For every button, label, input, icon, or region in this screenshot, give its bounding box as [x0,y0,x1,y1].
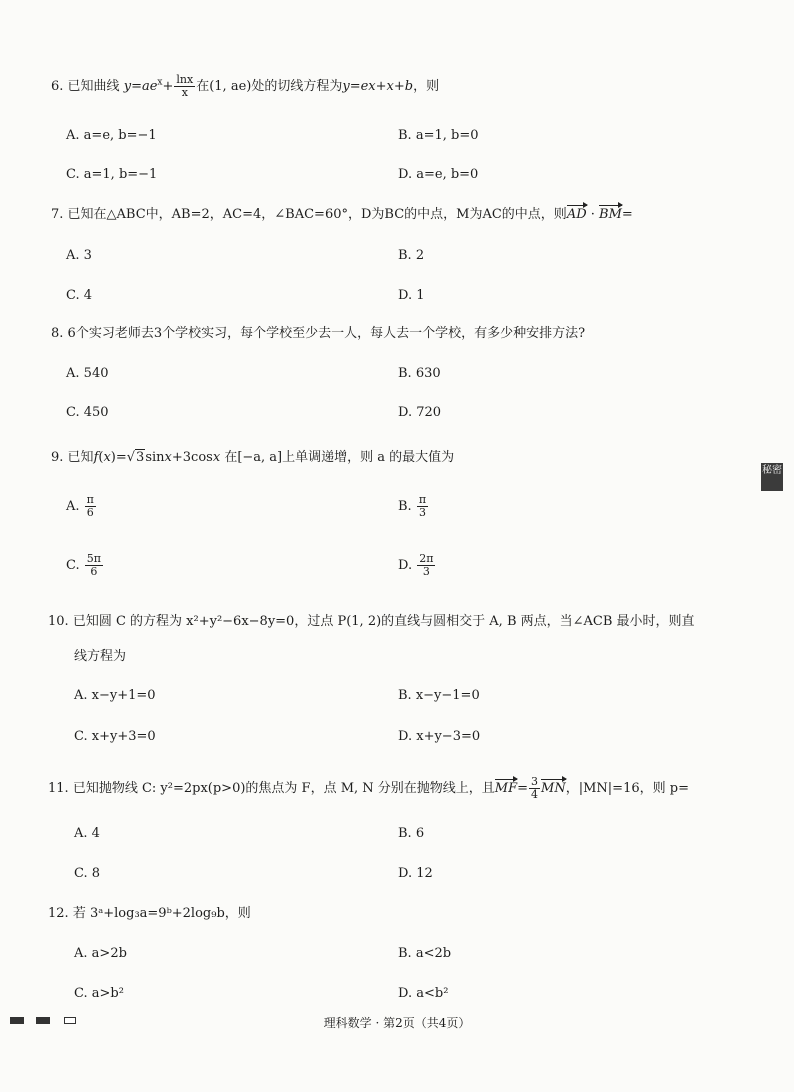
option-a[interactable]: A. $\frac{\pi}{6}$ [66,493,94,519]
fraction: $\frac{3}{4}$ [531,775,539,801]
option-b[interactable]: B. 6 [398,826,425,841]
vector-ad: AD [566,207,587,222]
question-text: 已知在△ABC中，AB=2，AC=4，∠BAC=60°，D为BC的中点，M为AC的中点，则 [67,207,567,222]
question-number: 7. [51,207,64,222]
fraction: $\frac{\ln x}{x}$ [176,73,194,99]
vector-mf: MF [494,781,518,796]
option-c[interactable]: C. x+y+3=0 [74,729,156,744]
vector-bm: BM [599,207,622,222]
option-b[interactable]: B. $\frac{\pi}{3}$ [398,493,427,519]
question-text: 已知 [67,450,94,465]
question-text: 在[−a, a]上单调递增，则 a 的最大值为 [224,450,455,465]
question-number: 6. [51,79,64,94]
question-text: ，|MN|=16，则 p= [565,781,689,796]
option-a[interactable]: A. a=e, b=−1 [66,128,157,143]
option-b[interactable]: B. a<2b [398,946,452,961]
option-a[interactable]: A. 540 [66,366,109,381]
option-d[interactable]: D. 12 [398,866,433,881]
question-text: 6个实习老师去3个学校实习，每个学校至少去一人，每人去一个学校，有多少种安排方法? [67,326,586,341]
option-a[interactable]: A. x−y+1=0 [74,688,156,703]
option-c[interactable]: C. 450 [66,405,109,420]
question-text: 已知曲线 [67,79,120,94]
option-a[interactable]: A. 3 [66,248,92,263]
question-text: 已知圆 C 的方程为 x²+y²−6x−8y=0，过点 P(1, 2)的直线与圆相交于 A, B 两点，当∠ACB 最小时，则直 [72,614,695,629]
option-b[interactable]: B. x−y−1=0 [398,688,480,703]
option-c[interactable]: C. 8 [74,866,101,881]
option-c[interactable]: C. 4 [66,288,93,303]
question-9: 9. 已知f(x)=√3sinx+3cosx 在[−a, a]上单调递增，则 a 的最大值为 [51,450,455,465]
option-c[interactable]: C. a=1, b=−1 [66,167,158,182]
question-11: 11. 已知抛物线 C: y²=2px(p>0)的焦点为 F，点 M, N 分别在抛物线上，且MF= $\frac{3}{4}$ MN，|MN|=16，则 p= [48,775,689,801]
question-number: 10. [48,614,69,629]
option-d[interactable]: D. 1 [398,288,425,303]
option-a[interactable]: A. a>2b [74,946,127,961]
option-d[interactable]: D. x+y−3=0 [398,729,481,744]
question-text: ，则 [413,79,440,94]
question-8 [51,326,585,342]
option-c[interactable]: C. a>b² [74,986,124,1001]
question-text: 在(1, ae)处的切线方程为 [196,79,343,94]
question-12 [48,906,251,922]
page-footer: 理科数学 · 第2页（共4页） [323,1016,471,1030]
option-b[interactable]: B. 2 [398,248,425,263]
question-text: 若 3ᵃ+log₃a=9ᵇ+2log₉b，则 [72,906,251,921]
question-7: 7. 已知在△ABC中，AB=2，AC=4，∠BAC=60°，D为BC的中点，M为AC的中点，则AD · BM= [51,207,633,222]
option-b[interactable]: B. a=1, b=0 [398,128,479,143]
option-d[interactable]: D. 720 [398,405,442,420]
question-10-line2: 线方程为 [74,649,127,664]
question-6: 6. 已知曲线 $y=ae^x+$ $\frac{\ln x}{x}$ 在(1, ae)处的切线方程为y=ex+x+b，则 [51,73,440,99]
question-number: 9. [51,450,64,465]
option-d[interactable]: D. $\frac{2\pi}{3}$ [398,552,434,578]
question-text: 已知抛物线 C: y²=2px(p>0)的焦点为 F，点 M, N 分别在抛物线上，且 [72,781,495,796]
option-d[interactable]: D. a=e, b=0 [398,167,479,182]
confidential-tab: 秘密 [761,463,783,491]
question-number: 8. [51,326,64,341]
question-10 [48,614,695,630]
question-number: 11. [48,781,69,796]
option-b[interactable]: B. 630 [398,366,441,381]
option-c[interactable]: C. $\frac{5\pi}{6}$ [66,552,101,578]
question-number: 12. [48,906,69,921]
vector-mn: MN [541,781,566,796]
option-a[interactable]: A. 4 [74,826,100,841]
option-d[interactable]: D. a<b² [398,986,449,1001]
